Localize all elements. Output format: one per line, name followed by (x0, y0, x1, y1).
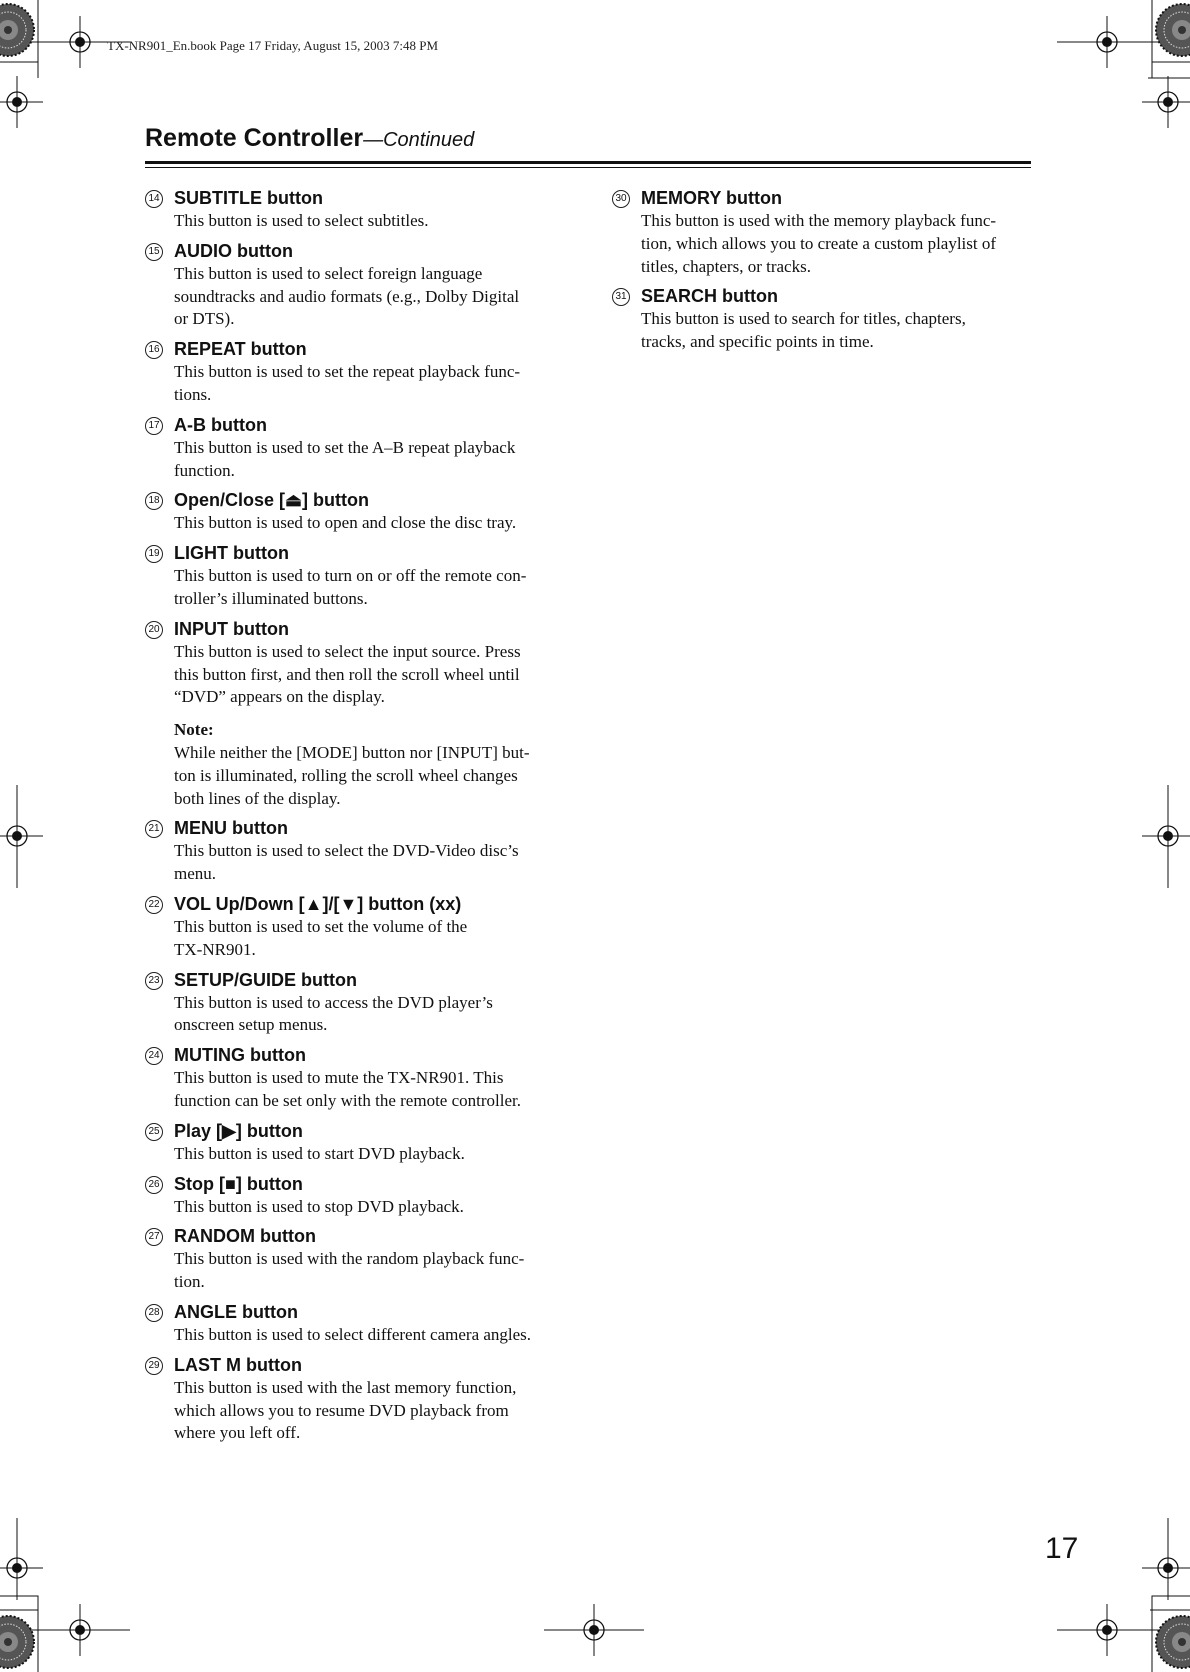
list-item (145, 541, 565, 611)
description-line: “DVD” appears on the display. (174, 687, 385, 707)
list-item (612, 284, 1032, 354)
list-item (145, 1172, 565, 1219)
description-line: This button is used to select the DVD-Video disc’s (174, 841, 519, 861)
note-line: ton is illuminated, rolling the scroll wheel changes (174, 765, 518, 785)
note-line: While neither the [MODE] button nor [INPUT] but- (174, 742, 530, 762)
list-item (145, 1224, 565, 1294)
description-line: This button is used to start DVD playback. (174, 1143, 465, 1163)
item-number-badge: 19 (145, 545, 163, 563)
item-description (174, 565, 565, 611)
item-heading: MEMORY button (641, 188, 782, 208)
item-heading: SUBTITLE button (174, 188, 323, 208)
registration-wheel-bottom-left (0, 1616, 34, 1668)
list-item (145, 892, 565, 962)
item-description (174, 1248, 565, 1294)
page-number: 17 (1045, 1532, 1079, 1565)
note-label: Note: (174, 720, 214, 740)
item-description (174, 361, 565, 407)
item-description (174, 1143, 565, 1166)
item-heading: MUTING button (174, 1045, 306, 1066)
registration-wheel-top-right (1156, 4, 1190, 56)
description-line: titles, chapters, or tracks. (641, 256, 811, 276)
description-line: onscreen setup menus. (174, 1015, 328, 1035)
description-line: This button is used with the last memory function, (174, 1377, 517, 1397)
registration-target (1142, 76, 1190, 128)
description-line: This button is used with the memory playback func- (641, 211, 997, 230)
description-line: This button is used to search for titles, chapters, (641, 309, 966, 329)
registration-target (0, 810, 43, 862)
item-heading: REPEAT button (174, 339, 307, 360)
item-number-badge: 22 (145, 896, 163, 914)
registration-target (0, 1542, 43, 1594)
description-line: or DTS). (174, 309, 235, 329)
list-item (145, 816, 565, 886)
item-number-badge: 18 (145, 492, 163, 510)
description-line: This button is used with the random playback func- (174, 1249, 525, 1269)
description-line: This button is used to stop DVD playback. (174, 1196, 464, 1216)
item-number-badge: 14 (145, 190, 163, 208)
item-description (174, 641, 565, 709)
description-line: which allows you to resume DVD playback from (174, 1400, 509, 1420)
list-item (612, 186, 1032, 278)
item-description (174, 512, 565, 535)
item-heading: Play [▶] button (174, 1120, 303, 1141)
item-heading: Stop [■] button (174, 1173, 303, 1194)
registration-wheel-top-left (0, 4, 34, 56)
list-item (145, 1119, 565, 1166)
item-number-badge: 28 (145, 1304, 163, 1322)
note-block (174, 719, 565, 810)
page-subtitle: —Continued (363, 129, 475, 151)
item-heading: RANDOM button (174, 1226, 316, 1247)
description-line: This button is used to access the DVD player’s (174, 992, 493, 1012)
item-description (174, 916, 565, 962)
item-heading: MENU button (174, 818, 288, 839)
item-number-badge: 31 (612, 288, 630, 306)
item-number-badge: 16 (145, 341, 163, 359)
item-number-badge: 25 (145, 1123, 163, 1141)
description-line: this button first, and then roll the scroll wheel until (174, 664, 520, 684)
item-heading: Open/Close [⏏] button (174, 490, 369, 511)
list-item (145, 617, 565, 811)
print-slug: TX-NR901_En.book Page 17 Friday, August 15, 2003 7:48 PM (107, 38, 439, 53)
item-number-badge: 23 (145, 972, 163, 990)
page-title: Remote Controller (145, 124, 364, 152)
description-line: function can be set only with the remote controller. (174, 1090, 521, 1110)
item-heading: SEARCH button (641, 286, 778, 307)
item-number-badge: 26 (145, 1176, 163, 1194)
registration-target (1142, 1542, 1190, 1594)
item-description (174, 840, 565, 886)
item-heading: VOL Up/Down [▲]/[▼] button (xx) (174, 893, 462, 914)
item-number-badge: 24 (145, 1047, 163, 1065)
description-line: This button is used to open and close the disc tray. (174, 513, 517, 533)
item-description (174, 992, 565, 1038)
description-line: This button is used to mute the TX-NR901. This (174, 1068, 504, 1088)
description-line: tracks, and specific points in time. (641, 332, 874, 352)
list-item (145, 968, 565, 1038)
item-description (641, 210, 1032, 278)
item-heading: LIGHT button (174, 543, 289, 564)
item-number-badge: 21 (145, 820, 163, 838)
list-item (145, 1300, 565, 1347)
header-rule-thin (145, 167, 1031, 168)
description-line: troller’s illuminated buttons. (174, 588, 368, 608)
description-line: This button is used to select subtitles. (174, 211, 429, 230)
item-heading: ANGLE button (174, 1301, 298, 1322)
list-item (145, 186, 565, 233)
registration-wheel-bottom-right (1156, 1616, 1190, 1668)
list-item (145, 1353, 565, 1445)
item-heading: A-B button (174, 414, 267, 435)
note-line: both lines of the display. (174, 788, 341, 808)
item-number-badge: 20 (145, 621, 163, 639)
description-line: This button is used to set the volume of the (174, 916, 468, 936)
list-item (145, 488, 565, 535)
description-line: TX-NR901. (174, 939, 256, 959)
item-description (174, 1196, 565, 1219)
item-description (174, 1377, 565, 1445)
item-heading: AUDIO button (174, 240, 293, 261)
item-description (174, 437, 565, 483)
page-header (145, 126, 1031, 152)
description-line: This button is used to select foreign language (174, 263, 483, 283)
item-heading: LAST M button (174, 1354, 302, 1375)
header-rule-thick (145, 161, 1031, 164)
item-number-badge: 30 (612, 190, 630, 208)
left-column (145, 186, 565, 1451)
description-line: tions. (174, 384, 212, 404)
right-column (612, 186, 1032, 360)
description-line: This button is used to select the input source. Press (174, 641, 521, 661)
list-item (145, 337, 565, 407)
description-line: This button is used to set the A–B repeat playback (174, 437, 516, 457)
item-description (641, 308, 1032, 354)
item-description (174, 210, 565, 233)
list-item (145, 1043, 565, 1113)
description-line: menu. (174, 864, 217, 884)
item-description (174, 1324, 565, 1347)
registration-target (1142, 810, 1190, 862)
list-item (145, 413, 565, 483)
item-heading: INPUT button (174, 618, 289, 639)
registration-target (0, 76, 43, 128)
item-heading: SETUP/GUIDE button (174, 969, 357, 990)
description-line: function. (174, 460, 235, 480)
description-line: where you left off. (174, 1423, 301, 1443)
item-description (174, 263, 565, 331)
description-line: tion. (174, 1272, 205, 1292)
item-number-badge: 29 (145, 1357, 163, 1375)
item-number-badge: 15 (145, 243, 163, 261)
list-item (145, 239, 565, 331)
description-line: This button is used to set the repeat playback func- (174, 362, 521, 382)
description-line: tion, which allows you to create a custom playlist of (641, 233, 997, 253)
description-line: This button is used to turn on or off the remote con- (174, 566, 527, 586)
description-line: soundtracks and audio formats (e.g., Dolby Digital (174, 286, 520, 306)
item-description (174, 1067, 565, 1113)
item-number-badge: 27 (145, 1228, 163, 1246)
item-number-badge: 17 (145, 417, 163, 435)
description-line: This button is used to select different camera angles. (174, 1324, 532, 1344)
